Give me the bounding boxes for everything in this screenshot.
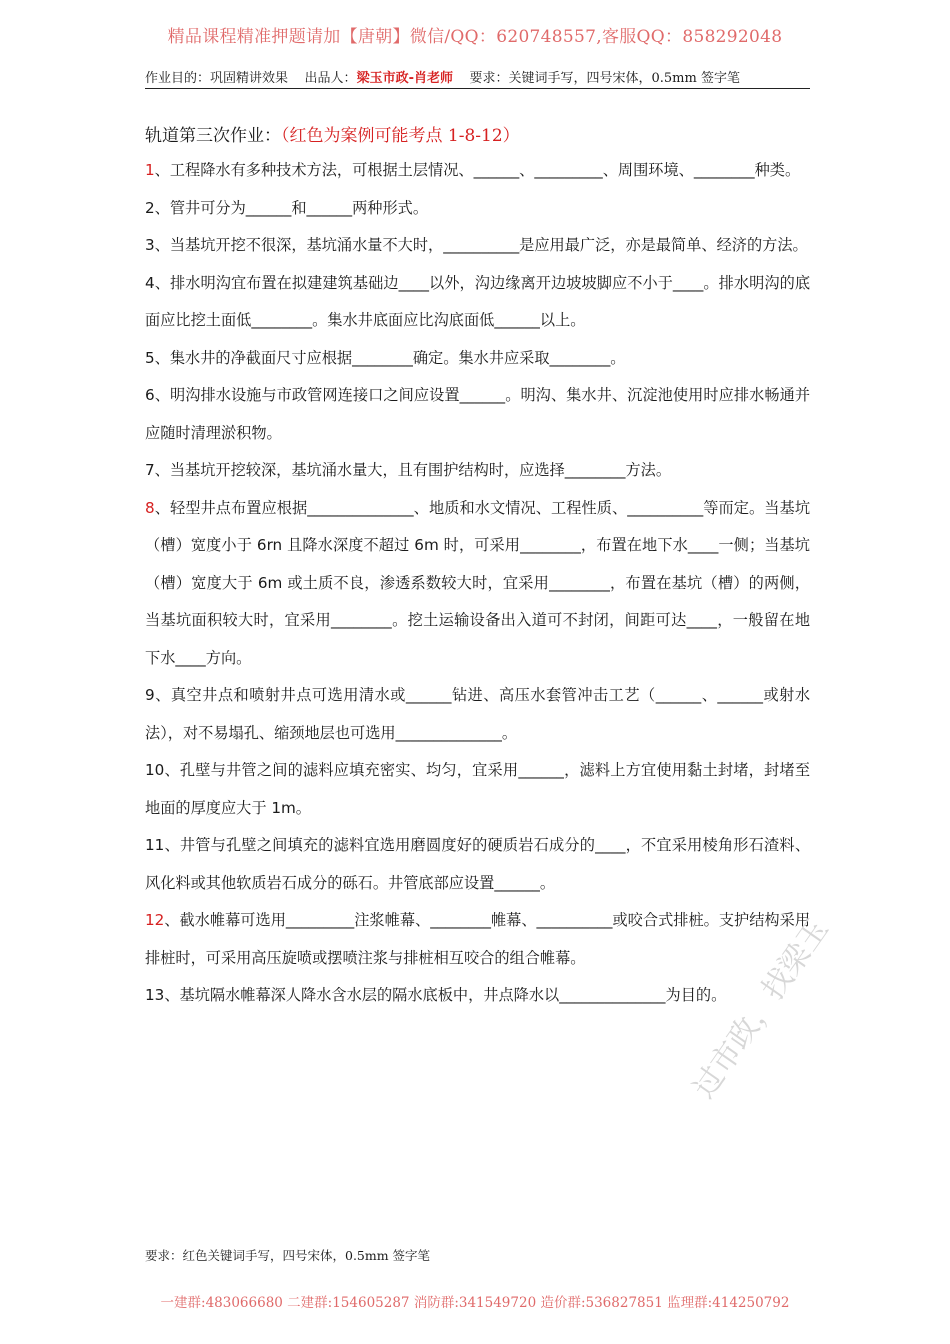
question-number: 6 [145,386,155,404]
question-number: 9 [145,686,155,704]
header-line [145,67,810,86]
top-promo-banner: 精品课程精准押题请加【唐朝】微信/QQ：620748557,客服QQ：858292048 [167,27,783,47]
question-text: 、轻型井点布置应根据______________、地质和水文情况、工程性质、__________等而定。当基坑（槽）宽度小于 6rn 且降水深度不超过 6m 时，可采用________，布置在地下水____一侧；当基坑（槽）宽度大于 6m 或土质不良，渗透系数较大时，宜采用________，布置在基坑（槽）的两侧，当基坑面积较大时，宜采用________。挖土运输设备出入道可不封闭，间距可达____，一般留在地下水____方向。 [145,498,810,667]
question-item-4 [145,265,810,340]
question-number: 1 [145,161,155,179]
question-number: 12 [145,911,165,929]
question-item-9 [145,677,810,752]
question-number: 8 [145,498,155,517]
question-text: 、当基坑开挖较深，基坑涌水量大，且有围护结构时，应选择________方法。 [154,461,672,479]
question-item-11 [145,827,810,902]
question-item-7 [145,452,810,490]
question-text: 、真空井点和喷射井点可选用清水或______钻进、高压水套管冲击工艺（______、______或射水法），对不易塌孔、缩颈地层也可选用______________。 [145,686,810,742]
question-number: 4 [145,273,155,292]
header-divider [145,88,810,89]
question-item-5 [145,340,810,378]
question-text: 、集水井的净截面尺寸应根据________确定。集水井应采取________。 [154,348,626,367]
watermark: 过市政，找梁玉 [686,912,836,1105]
question-text: 、基坑隔水帷幕深人降水含水层的隔水底板中，井点降水以______________为目的。 [164,986,727,1004]
question-number: 5 [145,348,155,367]
question-item-12 [145,902,810,977]
question-text: 、明沟排水设施与市政管网连接口之间应设置______。明沟、集水井、沉淀池使用时应排水畅通并应随时清理淤积物。 [145,386,810,442]
page-title [145,121,520,146]
question-item-1 [145,152,810,190]
question-number: 11 [145,836,165,854]
question-text: 、排水明沟宜布置在拟建建筑基础边____以外，沟边缘离开边坡坡脚应不小于____。排水明沟的底面应比挖土面低________。集水井底面应比沟底面低______以上。 [145,273,810,329]
question-item-6 [145,377,810,452]
question-item-3 [145,227,810,265]
question-item-8 [145,490,810,678]
question-number: 2 [145,198,155,217]
question-item-13 [145,977,810,1015]
question-item-10 [145,752,810,827]
bottom-promo-banner: 一建群:483066680 二建群:154605287 消防群:341549720 造价群:536827851 监理群:414250792 [160,1295,790,1311]
question-text: 、截水帷幕可选用_________注浆帷幕、________帷幕、__________或咬合式排桩。支护结构采用排桩时，可采用高压旋喷或摆喷注浆与排桩相互咬合的组合帷幕。 [145,911,810,967]
footer-requirement: 要求：红色关键词手写，四号宋体，0.5mm 签字笔 [145,1248,431,1263]
question-number: 3 [145,236,155,254]
question-text: 、管井可分为______和______两种形式。 [154,198,429,217]
header-purpose: 作业目的：巩固精讲效果 [145,71,289,86]
question-number: 13 [145,986,165,1004]
question-text: 、工程降水有多种技术方法，可根据土层情况、______、_________、周围环境、________种类。 [154,161,801,179]
question-list [145,152,810,1015]
question-number: 7 [145,461,155,479]
header-producer-label: 出品人： [304,71,357,86]
header-producer-name: 梁玉市政-肖老师 [356,71,453,86]
question-text: 、孔壁与井管之间的滤料应填充密实、均匀，宜采用______，滤料上方宜使用黏土封堵，封堵至地面的厚度应大于 1m。 [145,761,810,817]
title-main: 轨道第三次作业： [145,126,281,146]
question-text: 、井管与孔壁之间填充的滤料宜选用磨圆度好的硬质岩石成分的____，不宜采用棱角形石渣料、风化料或其他软质岩石成分的砾石。井管底部应设置______。 [145,836,810,892]
question-text: 、当基坑开挖不很深，基坑涌水量不大时，__________是应用最广泛，亦是最简单、经济的方法。 [154,236,808,254]
title-note: （红色为案例可能考点 1-8-12） [281,126,520,146]
header-requirement: 要求：关键词手写，四号宋体，0.5mm 签字笔 [469,71,740,86]
question-item-2 [145,190,810,228]
question-number: 10 [145,761,165,779]
